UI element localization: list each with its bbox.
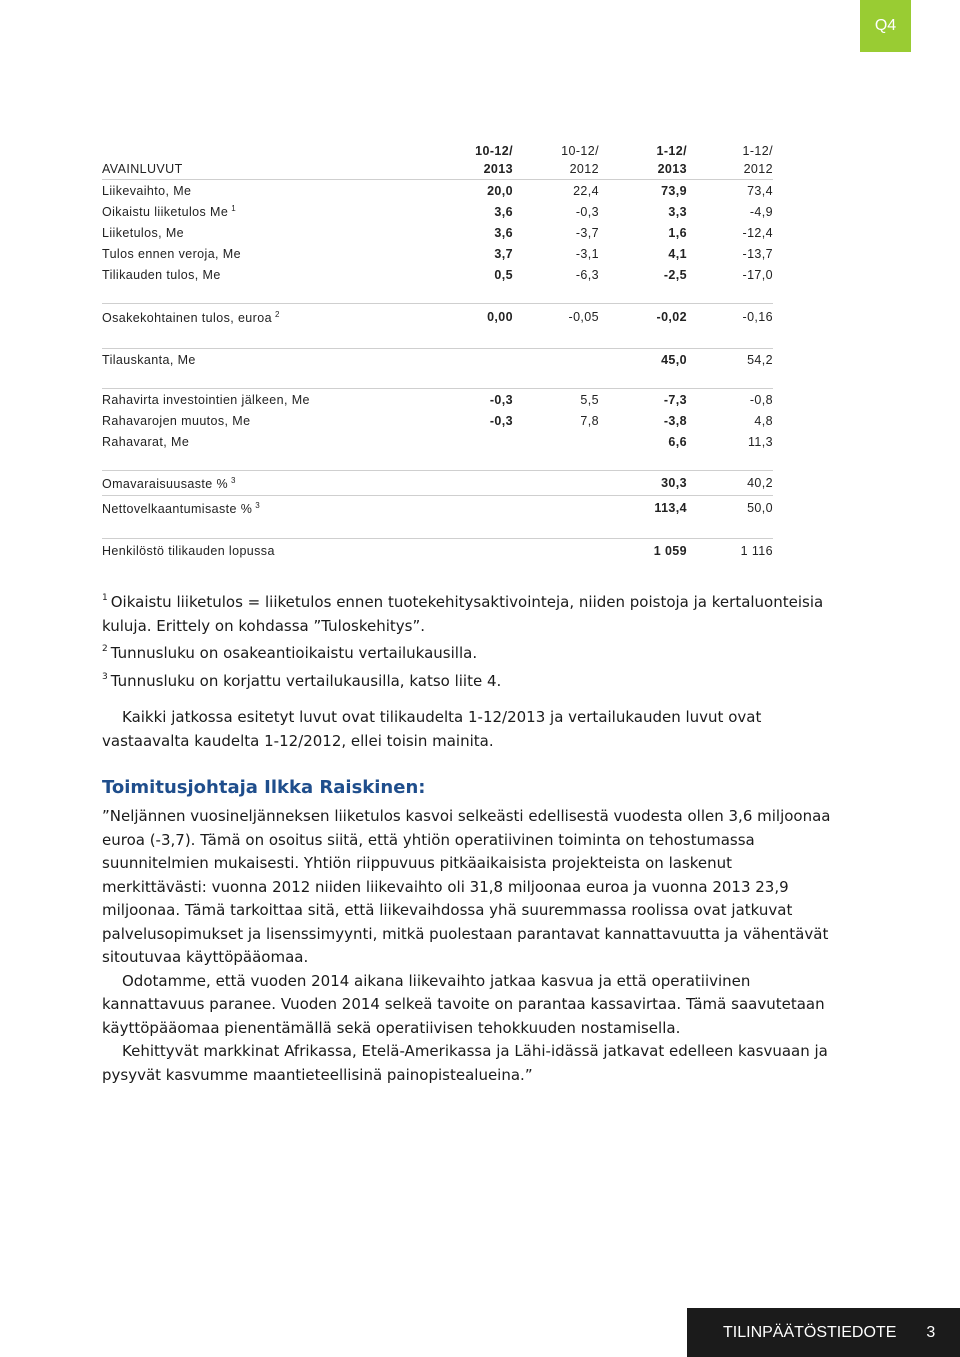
header-cell: 1-12/ (742, 144, 773, 158)
page-footer (687, 1308, 960, 1357)
ceo-heading: Toimitusjohtaja Ilkka Raiskinen: (102, 777, 426, 798)
text-line: ”Neljännen vuosineljänneksen liiketulos kasvoi selkeästi edellisestä vuodesta ollen 3,6 miljoonaa (102, 807, 831, 825)
text-line: kannattavuus paranee. Vuoden 2014 selkeä tavoite on parantaa kassavirtaa. Tämä saavutetaan (102, 995, 825, 1013)
footnote-2: $^2$ Tunnusluku on osakeantioikaistu vertailukausilla. (102, 644, 478, 662)
table-row: Rahavarojen muutos, Me -0,3 7,8 -3,8 4,8 (102, 413, 773, 428)
table-row: Oikaistu liiketulos Me $^1$ 3,6 -0,3 3,3 -4,9 (102, 204, 773, 219)
header-cell: 2012 (569, 161, 599, 176)
text-line: käyttöpääomaa pienentämällä sekä operatiivisen tehokkuuden nostamisella. (102, 1018, 681, 1037)
footnotes (102, 587, 862, 693)
text-line: suunnitelmien mukaisesti. Yhtiön riippuvuus pitkäaikaisista projekteista on laskenut (102, 854, 733, 872)
footnote-ref: 2 (274, 309, 280, 319)
page-number: 3 (926, 1323, 936, 1341)
quarter-badge: Q4 (860, 0, 911, 52)
footnote-ref: 3 (231, 475, 236, 485)
table-header-row-2 (102, 158, 773, 179)
text-line: Odotamme, että vuoden 2014 aikana liikevaihto jatkaa kasvua ja että operatiivinen (122, 971, 751, 990)
text-line: euroa (-3,7). Tämä on osoitus siitä, että yhtiön operatiivinen toiminta on tehostumassa (102, 830, 755, 849)
table-row: Nettovelkaantumisaste % $^3$ 113,4 50,0 (102, 500, 773, 516)
footnote-3: $^3$ Tunnusluku on korjattu vertailukausilla, katso liite 4. (102, 671, 502, 690)
footnote-1: $^1$ Oikaistu liiketulos = liiketulos ennen tuotekehitysaktivointeja, niiden poistoja ja kertaluonteisia (102, 593, 824, 611)
text-line: pysyvät kasvumme maantieteellisinä painopistealueina.” (102, 1065, 533, 1084)
text-line: Kehittyvät markkinat Afrikassa, Etelä-Amerikassa ja Lähi-idässä jatkavat edelleen kasvuaan ja (122, 1042, 828, 1060)
key-figures-table (102, 136, 773, 563)
footer-title: TILINPÄÄTÖSTIEDOTE (723, 1323, 897, 1341)
header-cell: 2013 (483, 161, 513, 176)
table-row: Rahavirta investointien jälkeen, Me -0,3 5,5 -7,3 -0,8 (102, 392, 773, 407)
text-line: palvelusopimukset ja lisenssimyynti, mitkä puolestaan parantavat kannattavuutta ja vähentävät (102, 924, 829, 943)
header-cell: 1-12/ (656, 144, 687, 158)
header-cell: 10-12/ (475, 144, 513, 158)
footnote-ref: 3 (255, 500, 261, 510)
table-row: Tilauskanta, Me 45,0 54,2 (102, 352, 773, 367)
intro-paragraph: Kaikki jatkossa esitetyt luvut ovat tilikaudelta 1-12/2013 ja vertailukauden luvut ovat vastaavalta kaudelta 1-12/2012, ellei toisin mainita. (102, 708, 762, 750)
text-line: merkittävästi: vuonna 2012 niiden liikevaihto oli 31,8 miljoonaa euroa ja vuonna 2013 23,9 (102, 877, 789, 896)
footnote-1-cont: kuluja. Erittely on kohdassa ”Tuloskehitys”. (102, 616, 425, 635)
ceo-statement (102, 805, 862, 1087)
table-row: Liikevaihto, Me 20,0 22,4 73,9 73,4 (102, 183, 773, 198)
table-title: AVAINLUVUT (102, 161, 183, 176)
text-line: miljoonaa. Tämä tarkoittaa sitä, että liikevaihdossa yhä suuremmassa roolissa ovat jatkuvat (102, 901, 793, 919)
table-row: Henkilöstö tilikauden lopussa 1 059 1 116 (102, 544, 773, 558)
text-line: sitoutuvaa käyttöpääomaa. (102, 948, 309, 966)
header-cell: 10-12/ (561, 144, 599, 158)
header-cell: 2012 (743, 161, 773, 176)
table-row: Tilikauden tulos, Me 0,5 -6,3 -2,5 -17,0 (102, 267, 773, 282)
table-row: Liiketulos, Me 3,6 -3,7 1,6 -12,4 (102, 225, 773, 240)
table-header-row-1 (102, 136, 773, 158)
table-row: Omavaraisuusaste % $^3$ 30,3 40,2 (102, 475, 773, 491)
table-row: Osakekohtainen tulos, euroa $^2$ 0,00 -0,05 -0,02 -0,16 (102, 309, 773, 325)
table-row: Rahavarat, Me 6,6 11,3 (102, 434, 773, 449)
footnote-ref: 1 (231, 204, 237, 213)
table-row: Tulos ennen veroja, Me 3,7 -3,1 4,1 -13,7 (102, 246, 773, 261)
header-cell: 2013 (657, 161, 687, 176)
